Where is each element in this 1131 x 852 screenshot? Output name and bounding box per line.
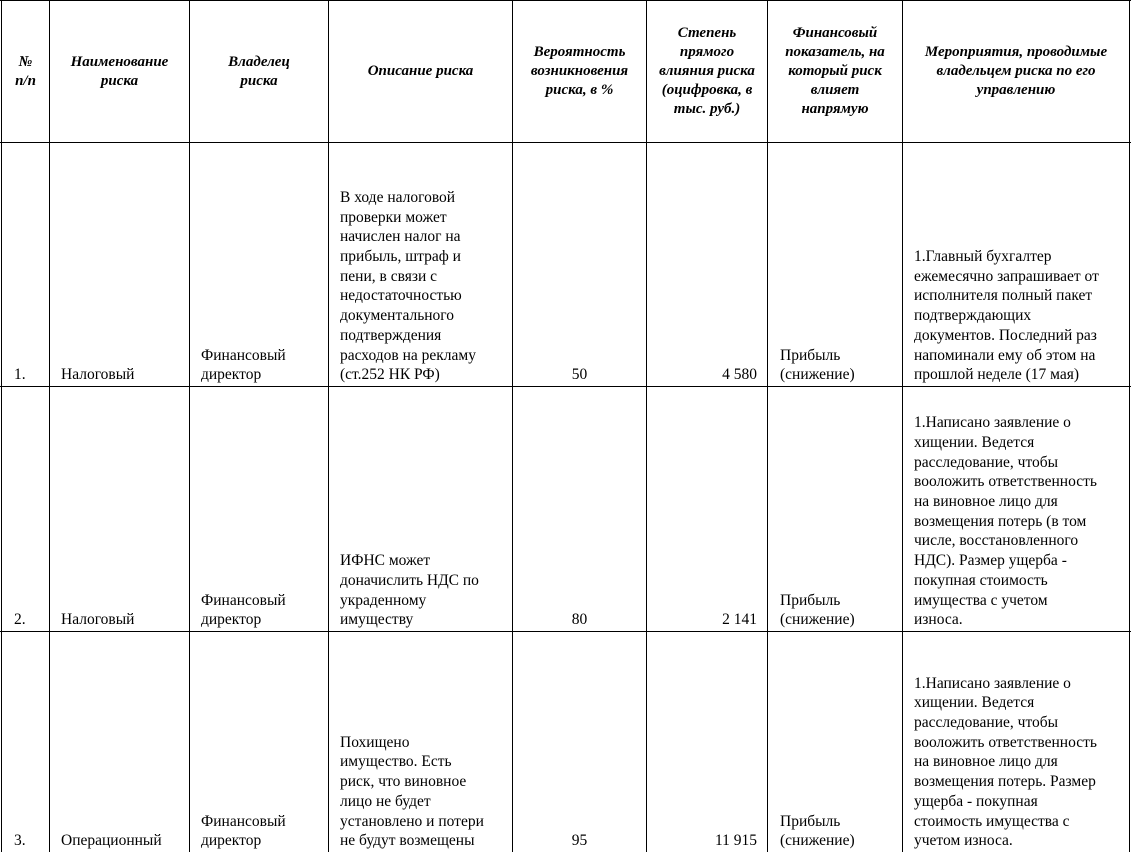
- impact-cell: 11 915: [714, 832, 757, 850]
- header-impact: Степень прямого влияния риска (оцифровка, в тыс. руб.): [659, 25, 755, 117]
- risk-name-cell: Налоговый: [61, 366, 135, 384]
- header-financial-indicator: Финансовый показатель, на который риск влияет напрямую: [785, 25, 885, 117]
- risk-owner-cell: Финансовый директор: [201, 346, 286, 384]
- header-measures: Мероприятия, проводимые владельцем риска по его управлению: [924, 44, 1108, 98]
- header-number: № п/п: [15, 53, 36, 89]
- probability-cell: 50: [571, 366, 588, 384]
- probability-cell: 80: [571, 611, 588, 629]
- header-risk-description: Описание риска: [367, 63, 474, 79]
- financial-indicator-cell: Прибыль (снижение): [780, 346, 855, 384]
- row-number: 1.: [14, 366, 26, 384]
- risk-name-cell: Операционный: [61, 832, 162, 850]
- risk-description-cell: В ходе налоговой проверки может начислен налог на прибыль, штраф и пени, в связи с недостаточностью документального подтверждения расходов на рекламу (ст.252 НК РФ): [340, 188, 476, 384]
- risk-description-cell: Похищено имущество. Есть риск, что виновное лицо не будет установлено и потери не будут возмещены: [340, 733, 484, 850]
- probability-cell: 95: [571, 832, 588, 850]
- header-risk-name: Наименование риска: [70, 53, 169, 89]
- impact-cell: 2 141: [722, 611, 757, 629]
- grid-line: [1129, 0, 1130, 852]
- header-risk-owner: Владелец риска: [228, 53, 290, 89]
- header-probability: Вероятность возникновения риска, в %: [530, 44, 629, 98]
- measures-cell: 1.Написано заявление о хищении. Ведется расследование, чтобы вооложить ответственность на виновное лицо для возмещения потерь (в том числе, восстановленного НДС). Размер ущерба - покупная стоимость имущества с учетом износа.: [914, 414, 1097, 629]
- risk-owner-cell: Финансовый директор: [201, 591, 286, 629]
- financial-indicator-cell: Прибыль (снижение): [780, 591, 855, 629]
- financial-indicator-cell: Прибыль (снижение): [780, 812, 855, 850]
- risk-owner-cell: Финансовый директор: [201, 812, 286, 850]
- row-number: 2.: [14, 611, 26, 629]
- row-number: 3.: [14, 832, 26, 850]
- measures-cell: 1.Написано заявление о хищении. Ведется расследование, чтобы вооложить ответственность на виновное лицо для возмещения потерь. Размер ущерба - покупная стоимость имущества с учетом износа.: [914, 674, 1097, 850]
- risk-name-cell: Налоговый: [61, 611, 135, 629]
- impact-cell: 4 580: [722, 366, 757, 384]
- measures-cell: 1.Главный бухгалтер ежемесячно запрашивает от исполнителя полный пакет подтверждающих документов. Последний раз напоминали ему об этом на прошлой неделе (17 мая): [914, 248, 1099, 384]
- risk-description-cell: ИФНС может доначислить НДС по украденному имуществу: [340, 552, 479, 629]
